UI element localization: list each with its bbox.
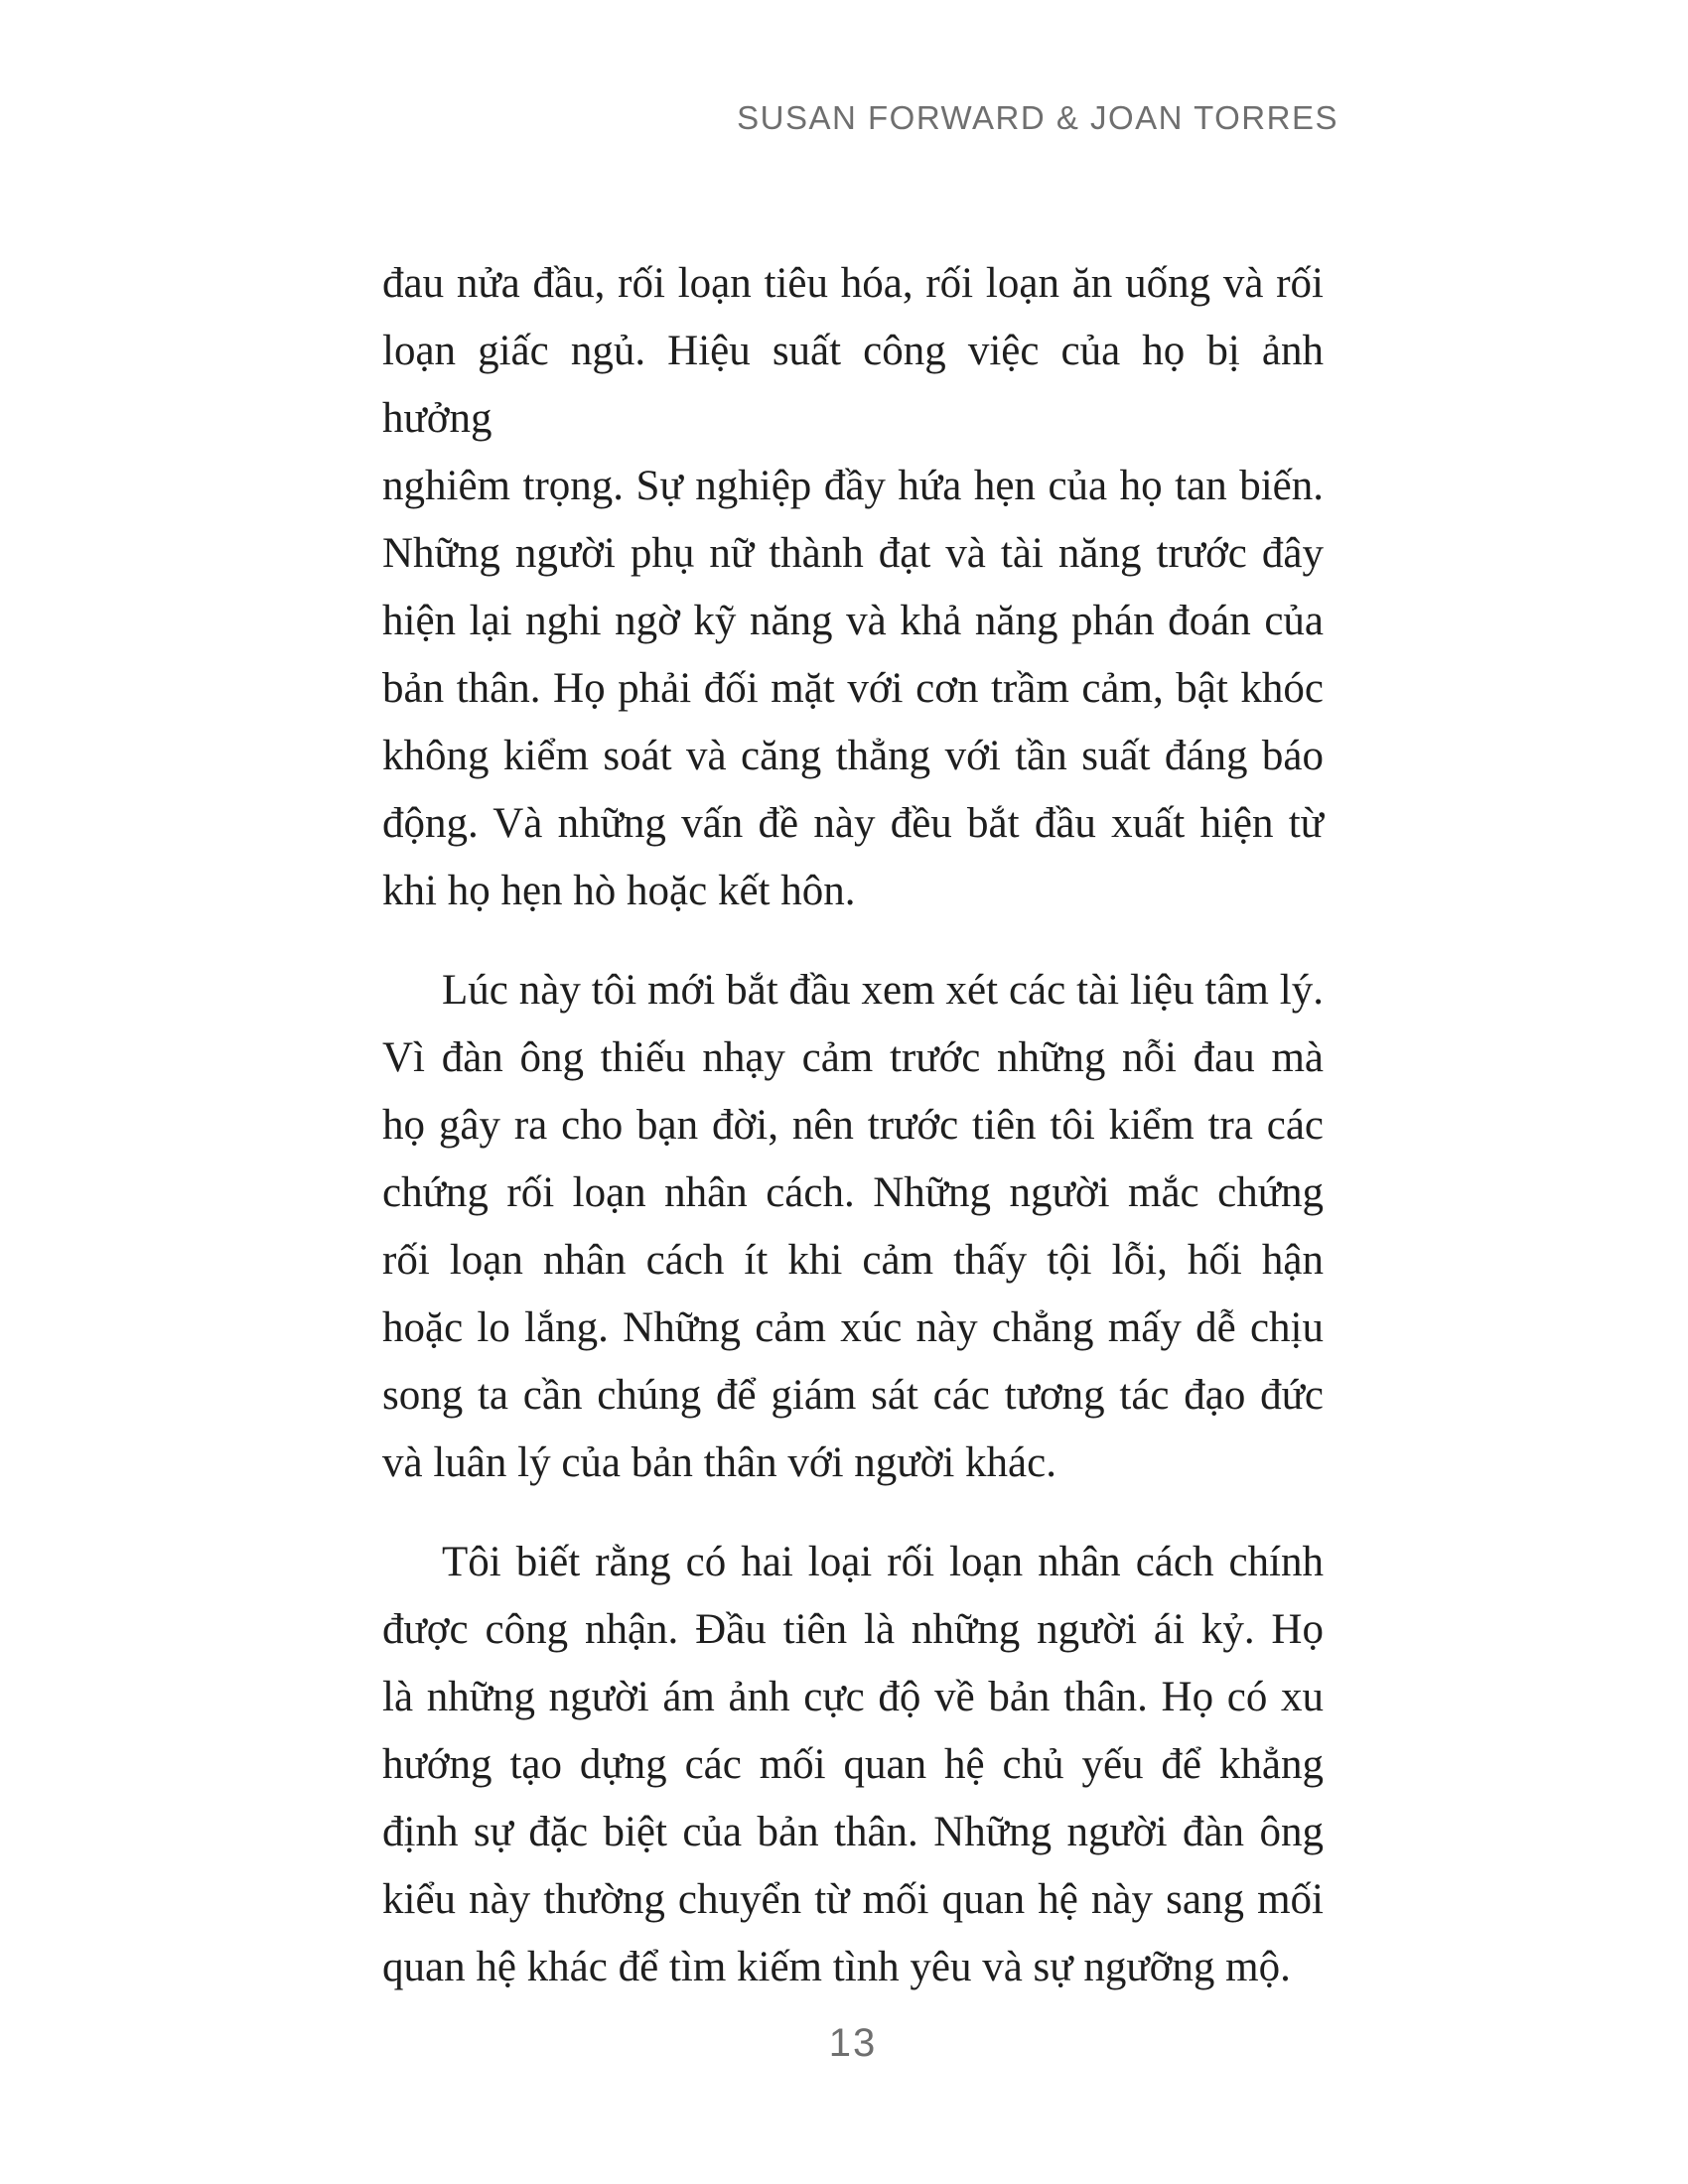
text-line: Những người phụ nữ thành đạt và tài năng trước đây (382, 530, 1324, 577)
text-line: Tôi biết rằng có hai loại rối loạn nhân cách chính (442, 1539, 1324, 1585)
text-line: không kiểm soát và căng thẳng với tần suất đáng báo (382, 733, 1324, 779)
text-line: bản thân. Họ phải đối mặt với cơn trầm cảm, bật khóc (382, 665, 1324, 712)
text-line: chứng rối loạn nhân cách. Những người mắc chứng (382, 1169, 1324, 1216)
page-number: 13 (828, 2021, 878, 2065)
body-text (382, 250, 1324, 2001)
text-line: Lúc này tôi mới bắt đầu xem xét các tài liệu tâm lý. (442, 967, 1324, 1014)
text-line: nghiêm trọng. Sự nghiệp đầy hứa hẹn của họ tan biến. (382, 463, 1324, 509)
running-header: SUSAN FORWARD & JOAN TORRES (737, 99, 1338, 136)
paragraph (382, 1529, 1324, 2001)
text-line: đau nửa đầu, rối loạn tiêu hóa, rối loạn ăn uống và rối (382, 260, 1324, 307)
text-line: hoặc lo lắng. Những cảm xúc này chẳng mấy dễ chịu (382, 1304, 1324, 1351)
text-line: họ gây ra cho bạn đời, nên trước tiên tôi kiểm tra các (382, 1102, 1324, 1149)
text-line: kiểu này thường chuyển từ mối quan hệ này sang mối (382, 1876, 1324, 1923)
text-line: Vì đàn ông thiếu nhạy cảm trước những nỗi đau mà (382, 1034, 1324, 1081)
text-line: quan hệ khác để tìm kiếm tình yêu và sự ngưỡng mộ. (382, 1944, 1291, 1990)
text-line: loạn giấc ngủ. Hiệu suất công việc của họ bị ảnh hưởng (382, 328, 1324, 442)
text-line: được công nhận. Đầu tiên là những người ái kỷ. Họ (382, 1606, 1324, 1653)
text-line: hiện lại nghi ngờ kỹ năng và khả năng phán đoán của (382, 598, 1324, 644)
text-line: song ta cần chúng để giám sát các tương tác đạo đức (382, 1372, 1324, 1419)
text-line: rối loạn nhân cách ít khi cảm thấy tội lỗi, hối hận (382, 1237, 1324, 1284)
text-line: động. Và những vấn đề này đều bắt đầu xuất hiện từ (382, 800, 1324, 847)
text-line: khi họ hẹn hò hoặc kết hôn. (382, 868, 856, 914)
paragraph (382, 250, 1324, 925)
text-line: và luân lý của bản thân với người khác. (382, 1439, 1056, 1486)
text-line: định sự đặc biệt của bản thân. Những người đàn ông (382, 1809, 1324, 1855)
paragraph (382, 957, 1324, 1497)
text-line: hướng tạo dựng các mối quan hệ chủ yếu để khẳng (382, 1741, 1324, 1788)
text-line: là những người ám ảnh cực độ về bản thân. Họ có xu (382, 1674, 1324, 1720)
